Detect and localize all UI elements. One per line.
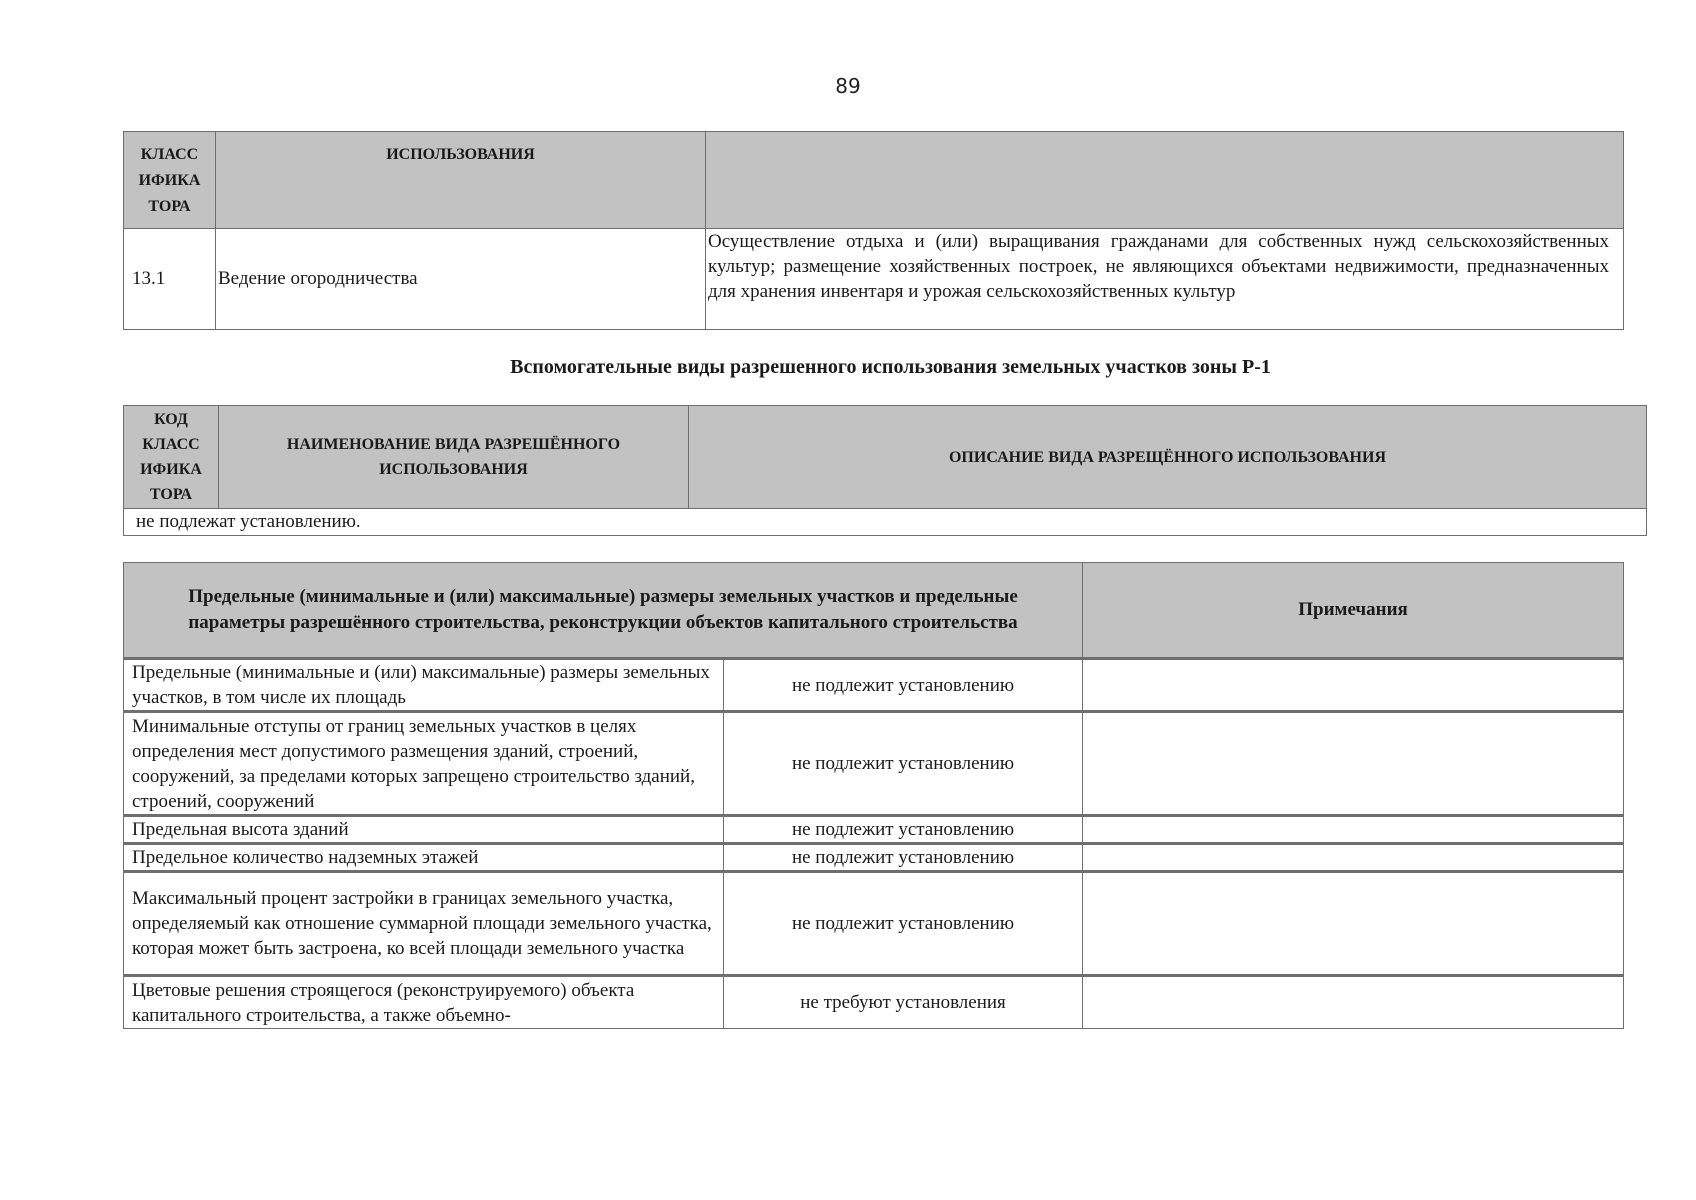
table-row [124, 816, 1624, 844]
table-row [124, 844, 1624, 872]
parameter-label: Предельная высота зданий [124, 816, 724, 844]
parameter-note [1083, 659, 1624, 712]
parameter-label: Минимальные отступы от границ земельных участков в целях определения мест допустимого размещения зданий, строений, сооружений, за пределами которых запрещено строительство зданий, строений, сооружений [124, 712, 724, 816]
auxiliary-use-table [123, 405, 1647, 536]
parameter-note [1083, 844, 1624, 872]
table-row [124, 976, 1624, 1029]
parameter-value: не подлежит установлению [724, 816, 1083, 844]
parameter-label: Предельное количество надземных этажей [124, 844, 724, 872]
header-use-name: ИСПОЛЬЗОВАНИЯ [216, 132, 706, 229]
parameter-value: не требуют установления [724, 976, 1083, 1029]
parameter-note [1083, 976, 1624, 1029]
permitted-use-table [123, 131, 1624, 330]
classifier-code: 13.1 [124, 229, 216, 330]
parameter-value: не подлежит установлению [724, 712, 1083, 816]
table-row [124, 509, 1647, 536]
header-parameters: Предельные (минимальные и (или) максимальные) размеры земельных участков и предельные параметры разрешённого строительства, реконструкции объектов капитального строительства [124, 563, 1083, 659]
header-use-name: НАИМЕНОВАНИЕ ВИДА РАЗРЕШЁННОГО ИСПОЛЬЗОВАНИЯ [219, 406, 689, 509]
parameter-label: Цветовые решения строящегося (реконструируемого) объекта капитального строительства, а также объемно- [124, 976, 724, 1029]
header-use-description [706, 132, 1624, 229]
table-row [124, 712, 1624, 816]
table-row [124, 872, 1624, 976]
header-use-description: ОПИСАНИЕ ВИДА РАЗРЕЩЁННОГО ИСПОЛЬЗОВАНИЯ [689, 406, 1647, 509]
parameter-note [1083, 712, 1624, 816]
section-title: Вспомогательные виды разрешенного использования земельных участков зоны Р-1 [510, 356, 1271, 378]
table-header-row [124, 563, 1624, 659]
header-classifier-code: КОД КЛАСС ИФИКА ТОРА [124, 406, 219, 509]
header-notes: Примечания [1083, 563, 1624, 659]
parameter-note [1083, 872, 1624, 976]
table-row [124, 659, 1624, 712]
parameters-table [123, 562, 1624, 1029]
parameter-label: Максимальный процент застройки в границах земельного участка, определяемый как отношение суммарной площади земельного участка, которая может быть застроена, ко всей площади земельного участка [124, 872, 724, 976]
parameter-label: Предельные (минимальные и (или) максимальные) размеры земельных участков, в том числе их площадь [124, 659, 724, 712]
header-classifier-code: КЛАСС ИФИКА ТОРА [124, 132, 216, 229]
parameter-value: не подлежит установлению [724, 872, 1083, 976]
table-header-row [124, 132, 1624, 229]
use-description: Осуществление отдыха и (или) выращивания гражданами для собственных нужд сельскохозяйственных культур; размещение хозяйственных построек, не являющихся объектами недвижимости, предназначенных для хранения инвентаря и урожая сельскохозяйственных культур [706, 229, 1624, 330]
parameter-note [1083, 816, 1624, 844]
table-row [124, 229, 1624, 330]
parameter-value: не подлежит установлению [724, 659, 1083, 712]
parameter-value: не подлежит установлению [724, 844, 1083, 872]
table-header-row [124, 406, 1647, 509]
page-number: 89 [835, 74, 861, 98]
use-name: Ведение огородничества [216, 229, 706, 330]
not-established-note: не подлежат установлению. [124, 509, 1647, 536]
